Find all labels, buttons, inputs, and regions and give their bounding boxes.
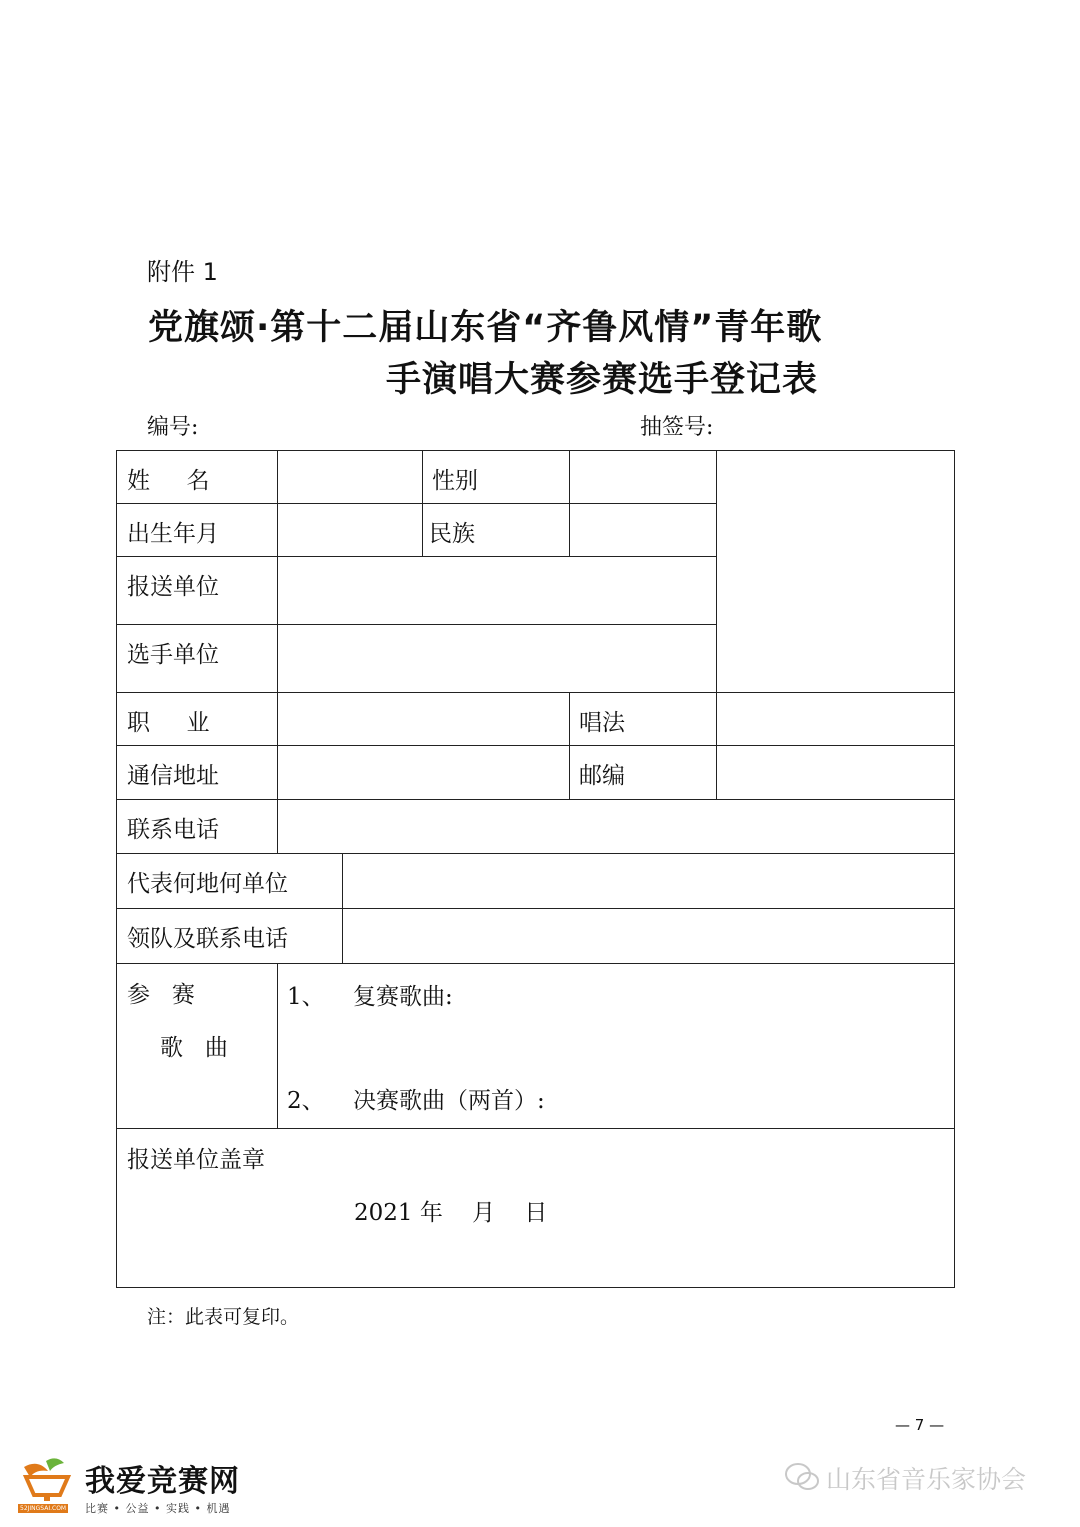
phone-label: 联系电话 [127, 817, 219, 843]
wechat-icon [784, 1462, 820, 1492]
song2-label: 决赛歌曲（两首）: [353, 1088, 545, 1114]
brand-logo-icon [18, 1455, 82, 1505]
brand-tagline: 比赛 • 公益 • 实践 • 机遇 [85, 1502, 231, 1515]
brand-url: 52JINGSAI.COM [20, 1505, 67, 1512]
birth-date-label: 出生年月 [127, 521, 219, 547]
song2-number: 2、 [287, 1088, 325, 1114]
singing-style-label: 唱法 [579, 710, 625, 736]
document-title-line2: 手演唱大赛参赛选手登记表 [386, 360, 819, 400]
note: 注：此表可复印。 [147, 1306, 300, 1328]
brand-name: 我爱竞赛网 [85, 1464, 240, 1499]
player-unit-label: 选手单位 [127, 642, 219, 668]
document-title-line1: 党旗颂·第十二届山东省“齐鲁风情”青年歌 [148, 308, 823, 348]
team-leader-label: 领队及联系电话 [127, 926, 288, 952]
draw-number-label: 抽签号: [640, 415, 714, 440]
ethnicity-label: 民族 [429, 521, 475, 547]
songs-label-line1: 参 赛 [127, 982, 195, 1008]
watermark-text: 山东省音乐家协会 [826, 1465, 1027, 1494]
name-label: 姓 名 [127, 468, 210, 494]
occupation-label: 职 业 [127, 710, 210, 736]
seal-label: 报送单位盖章 [127, 1147, 265, 1173]
sending-unit-label: 报送单位 [127, 574, 219, 600]
song1-label: 复赛歌曲: [353, 984, 453, 1010]
registration-form-table [116, 450, 955, 1288]
postcode-label: 邮编 [579, 763, 625, 789]
songs-label-line2: 歌 曲 [160, 1035, 228, 1061]
page-number: — 7 — [895, 1416, 945, 1434]
number-label: 编号: [147, 415, 199, 440]
song1-number: 1、 [287, 984, 325, 1010]
address-label: 通信地址 [127, 763, 219, 789]
attachment-label: 附件 1 [147, 258, 218, 286]
date-label: 2021 年 月 日 [354, 1200, 548, 1226]
gender-label: 性别 [432, 468, 478, 494]
represent-label: 代表何地何单位 [127, 871, 288, 897]
